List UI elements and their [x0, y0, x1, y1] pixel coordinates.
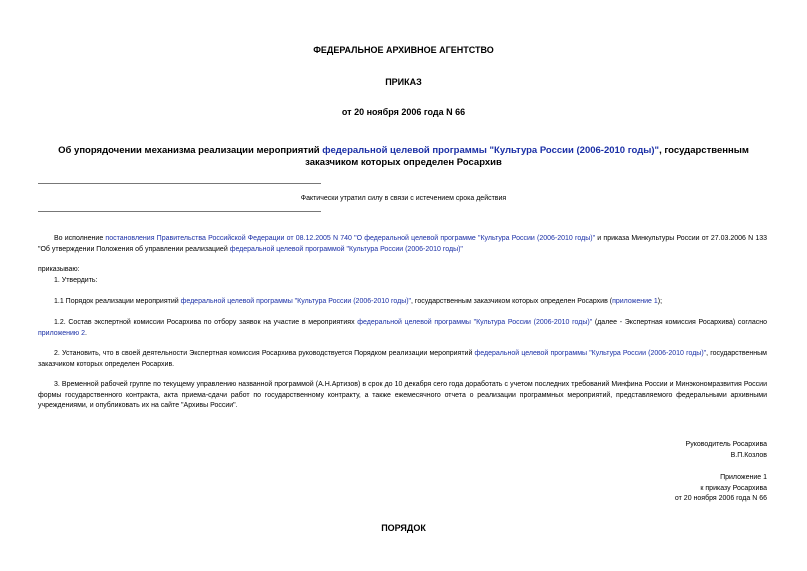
- appendix-header: [675, 473, 767, 505]
- item-1-1-text-2: , государственным заказчиком которых определен Росархив (: [411, 298, 613, 305]
- title-text-end: , государственным заказчиком которых определен Росархив: [305, 145, 749, 168]
- program-link[interactable]: федеральной целевой программы "Культура России (2006-2010 годы)": [322, 145, 660, 156]
- intro-paragraph: [38, 234, 767, 255]
- title-text-start: Об упорядочении механизма реализации мероприятий: [58, 145, 323, 156]
- order-word: приказываю:: [38, 266, 80, 273]
- item-1-1: [38, 297, 767, 308]
- item-1-2: [38, 318, 767, 339]
- government-decree-link[interactable]: постановления Правительства Российской Федерации от 08.12.2005 N 740 "О федеральной целевой программе "Культура России (2006-2010 годы)": [105, 235, 596, 242]
- document-date: от 20 ноября 2006 года N 66: [341, 107, 466, 117]
- appendix-line-3: от 20 ноября 2006 года N 66: [674, 495, 767, 502]
- signatory-name: В.П.Козлов: [730, 451, 767, 459]
- document-title: [40, 145, 767, 169]
- appendix-2-link[interactable]: приложению 2: [38, 329, 86, 337]
- signatory-position: Руководитель Росархива: [685, 441, 767, 448]
- status-note: Фактически утратил силу в связи с истечением срока действия: [300, 195, 507, 202]
- intro-text-2: и приказа Минкультуры России от 27.03.2006 N 133 "Об утверждении Положения об управлении реализацией: [38, 235, 768, 253]
- item-3: 3. Временной рабочей группе по текущему управлению названной программой (А.Н.Артизов) в срок до 10 декабря сего года доработать с учетом последних требований Минфина России и Минэкономразвития России формы государственного контракта, акта приема-сдачи работ по государственному контракту, а также ежемесячного отчета о реализации программных мероприятий, представляемого федеральными архивными учреждениями, и опубликовать их на сайте "Архивы России".: [38, 381, 767, 409]
- item-1: 1. Утвердить:: [54, 277, 98, 284]
- program-link[interactable]: федеральной целевой программой "Культура России (2006-2010 годы)": [229, 245, 463, 253]
- item-2-text-2: , государственным заказчиком которых определен Росархив.: [38, 350, 767, 368]
- document-type: ПРИКАЗ: [385, 77, 422, 87]
- item-2-text-1: 2. Установить, что в своей деятельности Экспертная комиссия Росархива руководствуется Порядком реализации мероприятий: [54, 350, 475, 357]
- item-1-2-text-3: .: [85, 329, 87, 337]
- divider-top: [38, 183, 321, 184]
- item-1-1-text-3: );: [657, 298, 663, 305]
- appendix-line-1: Приложение 1: [720, 474, 767, 481]
- program-link[interactable]: федеральной целевой программы "Культура России (2006-2010 годы)": [180, 298, 412, 305]
- section-title: ПОРЯДОК: [381, 523, 426, 533]
- divider-bottom: [38, 211, 321, 212]
- signature-block: [686, 440, 767, 461]
- agency-name: ФЕДЕРАЛЬНОЕ АРХИВНОЕ АГЕНТСТВО: [313, 45, 494, 55]
- item-1-2-text-1: 1.2. Состав экспертной комиссии Росархива по отбору заявок на участие в мероприятиях: [54, 319, 358, 326]
- appendix-line-2: к приказу Росархива: [700, 484, 767, 492]
- item-1-1-text-1: 1.1 Порядок реализации мероприятий: [54, 298, 181, 305]
- program-link[interactable]: федеральной целевой программы "Культура России (2006-2010 годы)": [357, 319, 593, 326]
- item-2: [38, 349, 767, 370]
- program-link[interactable]: федеральной целевой программы "Культура России (2006-2010 годы)": [474, 350, 707, 357]
- intro-text-1: Во исполнение: [54, 235, 106, 242]
- appendix-1-link[interactable]: приложение 1: [612, 298, 658, 305]
- item-1-2-text-2: (далее - Экспертная комиссия Росархива) согласно: [592, 319, 767, 326]
